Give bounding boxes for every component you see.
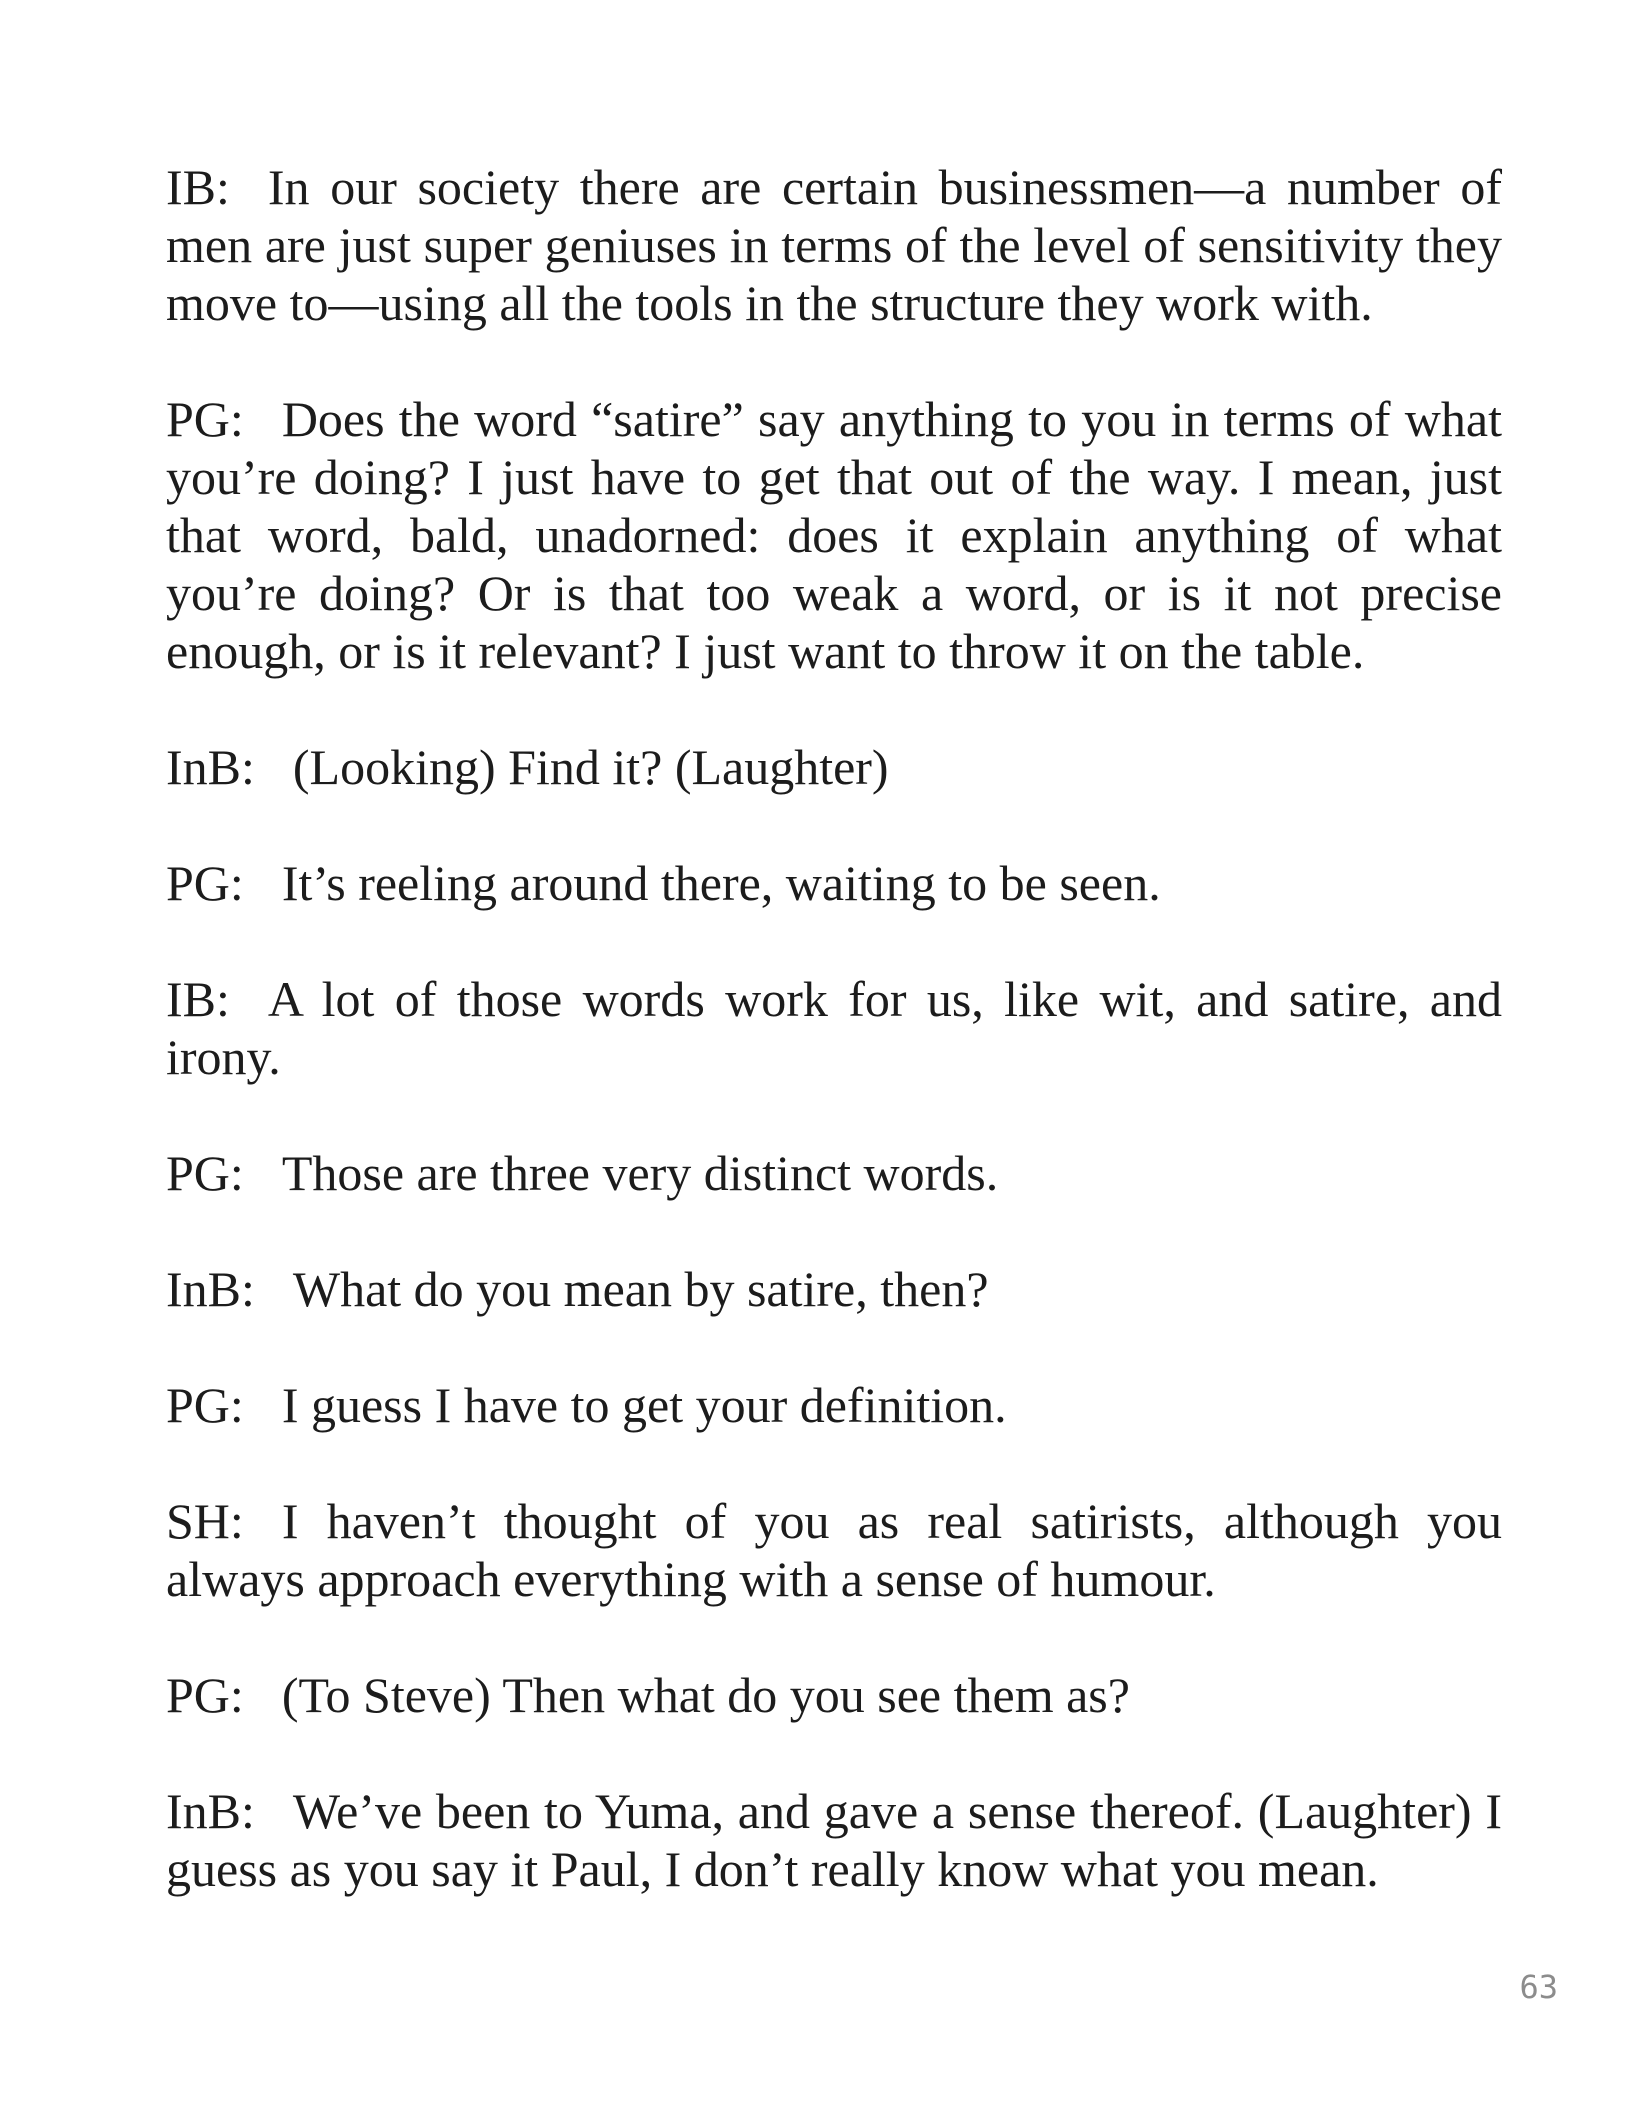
speaker-label: PG: bbox=[166, 855, 244, 911]
transcript-entry bbox=[166, 1492, 1502, 1608]
entry-text: (To Steve) Then what do you see them as? bbox=[281, 1667, 1130, 1723]
entry-text: We’ve been to Yuma, and gave a sense thereof. (Laughter) I guess as you say it Paul, I don’t really know what you mean. bbox=[166, 1783, 1502, 1897]
transcript-entry bbox=[166, 738, 1502, 796]
speaker-label: PG: bbox=[166, 1377, 244, 1433]
interview-transcript bbox=[166, 158, 1502, 1956]
speaker-label: InB: bbox=[166, 1261, 255, 1317]
entry-text: What do you mean by satire, then? bbox=[292, 1261, 989, 1317]
speaker-label: SH: bbox=[166, 1493, 244, 1549]
transcript-entry bbox=[166, 1376, 1502, 1434]
speaker-label: IB: bbox=[166, 159, 230, 215]
entry-text: I guess I have to get your definition. bbox=[281, 1377, 1007, 1433]
entry-text: Those are three very distinct words. bbox=[281, 1145, 999, 1201]
transcript-entry bbox=[166, 970, 1502, 1086]
transcript-entry bbox=[166, 1260, 1502, 1318]
transcript-entry bbox=[166, 390, 1502, 680]
transcript-entry bbox=[166, 1666, 1502, 1724]
entry-text: Does the word “satire” say anything to you in terms of what you’re doing? I just have to get that out of the way. I mean, just that word, bald, unadorned: does it explain anything of what you’re doing? Or is that too weak a word, or is it not precise enough, or is it relevant? I just want to throw it on the table. bbox=[166, 391, 1502, 679]
entry-text: In our society there are certain businessmen—a number of men are just super geniuses in terms of the level of sensitivity they move to—using all the tools in the structure they work with. bbox=[166, 159, 1502, 331]
transcript-entry bbox=[166, 1144, 1502, 1202]
transcript-entry bbox=[166, 1782, 1502, 1898]
speaker-label: InB: bbox=[166, 1783, 255, 1839]
transcript-entry bbox=[166, 158, 1502, 332]
speaker-label: PG: bbox=[166, 1667, 244, 1723]
entry-text: (Looking) Find it? (Laughter) bbox=[292, 739, 889, 795]
page-number: 63 bbox=[1519, 1968, 1558, 2006]
speaker-label: IB: bbox=[166, 971, 230, 1027]
speaker-label: PG: bbox=[166, 1145, 244, 1201]
transcript-entry bbox=[166, 854, 1502, 912]
speaker-label: InB: bbox=[166, 739, 255, 795]
speaker-label: PG: bbox=[166, 391, 244, 447]
entry-text: I haven’t thought of you as real satirists, although you always approach everything with a sense of humour. bbox=[166, 1493, 1502, 1607]
entry-text: It’s reeling around there, waiting to be seen. bbox=[281, 855, 1161, 911]
entry-text: A lot of those words work for us, like wit, and satire, and irony. bbox=[166, 971, 1502, 1085]
